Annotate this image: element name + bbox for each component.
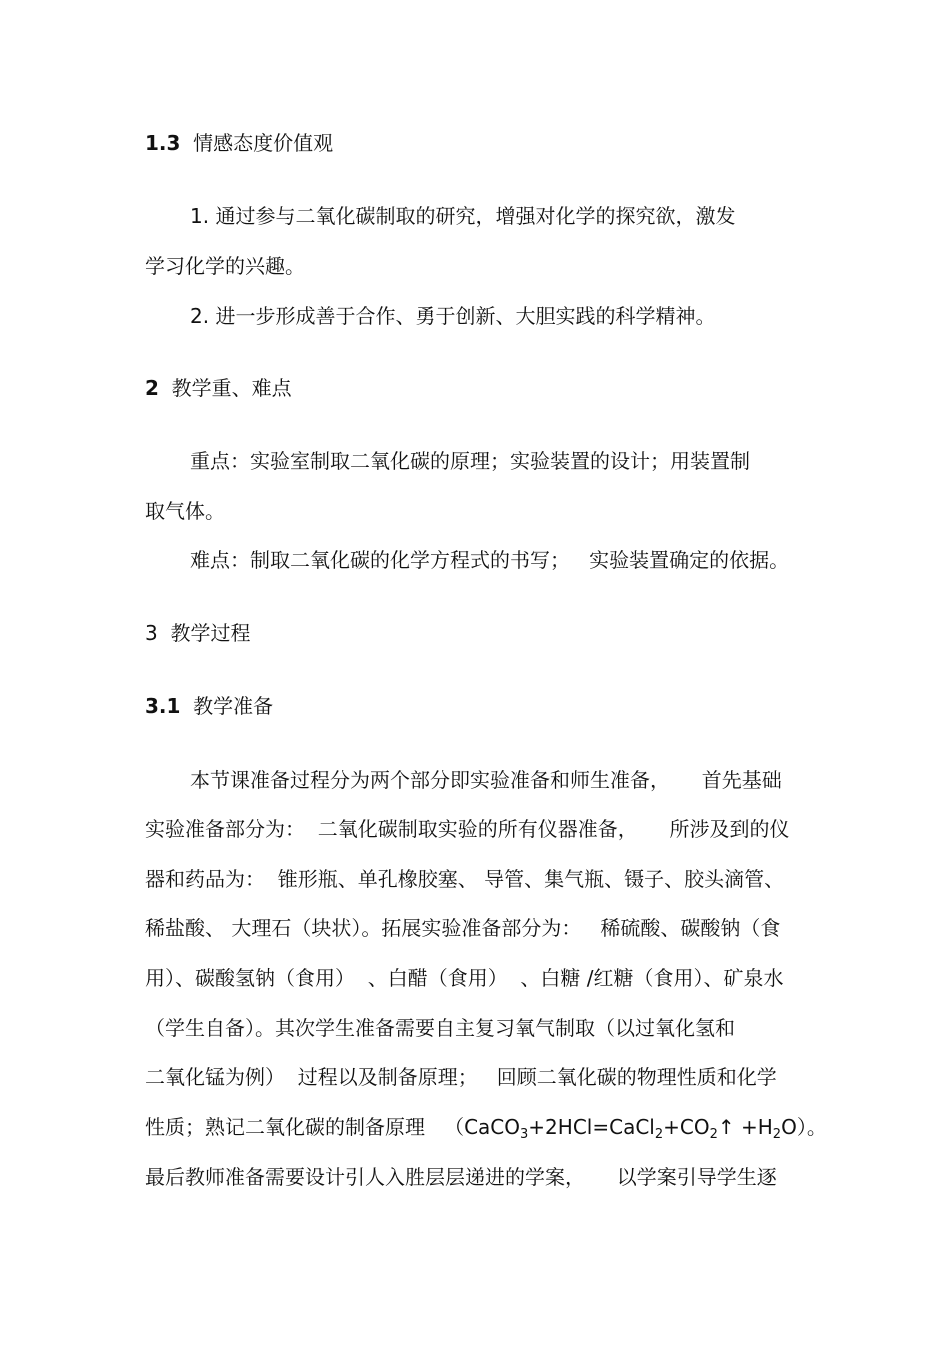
section-title: 情感态度价值观	[193, 131, 334, 155]
preparation-text: 性质；熟记二氧化碳的制备原理 （	[145, 1115, 465, 1139]
section-number: 1.3	[145, 131, 181, 155]
section-title: 教学重、难点	[171, 376, 292, 400]
goal-2: 2. 进一步形成善于合作、勇于创新、大胆实践的科学精神。	[190, 304, 716, 328]
equation-part: O）。	[781, 1115, 827, 1139]
subscript: 2	[772, 1127, 782, 1142]
equation-part: CaCO	[464, 1115, 521, 1139]
equation-part: +2HCl=CaCl	[528, 1115, 655, 1139]
preparation-line-4: 稀盐酸、 大理石（块状）。拓展实验准备部分为： 稀硫酸、碳酸钠（食	[145, 916, 781, 940]
preparation-line-6: （学生自备）。其次学生准备需要自主复习氧气制取（以过氧化氢和	[145, 1016, 735, 1040]
section-number: 3.1	[145, 694, 181, 718]
subscript: 3	[520, 1127, 529, 1142]
section-1-3-heading	[145, 130, 333, 156]
section-number: 2	[145, 376, 159, 400]
preparation-line-9: 最后教师准备需要设计引人入胜层层递进的学案， 以学案引导学生逐	[145, 1165, 777, 1189]
section-3-heading	[145, 620, 250, 646]
preparation-line-8	[145, 1114, 827, 1140]
key-point-line-1: 重点：实验室制取二氧化碳的原理；实验装置的设计；用装置制	[190, 449, 750, 473]
section-title: 教学过程	[170, 621, 251, 645]
section-number: 3	[145, 621, 158, 645]
preparation-line-5: 用）、碳酸氢钠（食用） 、白醋（食用） 、白糖 /红糖（食用）、矿泉水	[145, 966, 784, 990]
difficult-point: 难点：制取二氧化碳的化学方程式的书写； 实验装置确定的依据。	[190, 548, 790, 572]
chemical-equation	[464, 1115, 827, 1142]
preparation-line-3: 器和药品为： 锥形瓶、单孔橡胶塞、 导管、集气瓶、镊子、胶头滴管、	[145, 867, 785, 891]
section-title: 教学准备	[193, 694, 274, 718]
preparation-line-1: 本节课准备过程分为两个部分即实验准备和师生准备， 首先基础	[190, 768, 782, 792]
equation-part: ↑ +H	[717, 1115, 773, 1139]
goal-1-line-2: 学习化学的兴趣。	[145, 254, 305, 278]
equation-part: +CO	[663, 1115, 710, 1139]
goal-1-line-1: 1. 通过参与二氧化碳制取的研究，增强对化学的探究欲，激发	[190, 204, 736, 228]
preparation-line-2: 实验准备部分为： 二氧化碳制取实验的所有仪器准备， 所涉及到的仪	[145, 817, 790, 841]
section-2-heading	[145, 375, 292, 401]
section-3-1-heading	[145, 693, 273, 719]
key-point-line-2: 取气体。	[145, 499, 225, 523]
subscript: 2	[709, 1127, 718, 1142]
preparation-line-7: 二氧化锰为例） 过程以及制备原理； 回顾二氧化碳的物理性质和化学	[145, 1065, 777, 1089]
subscript: 2	[654, 1127, 664, 1142]
